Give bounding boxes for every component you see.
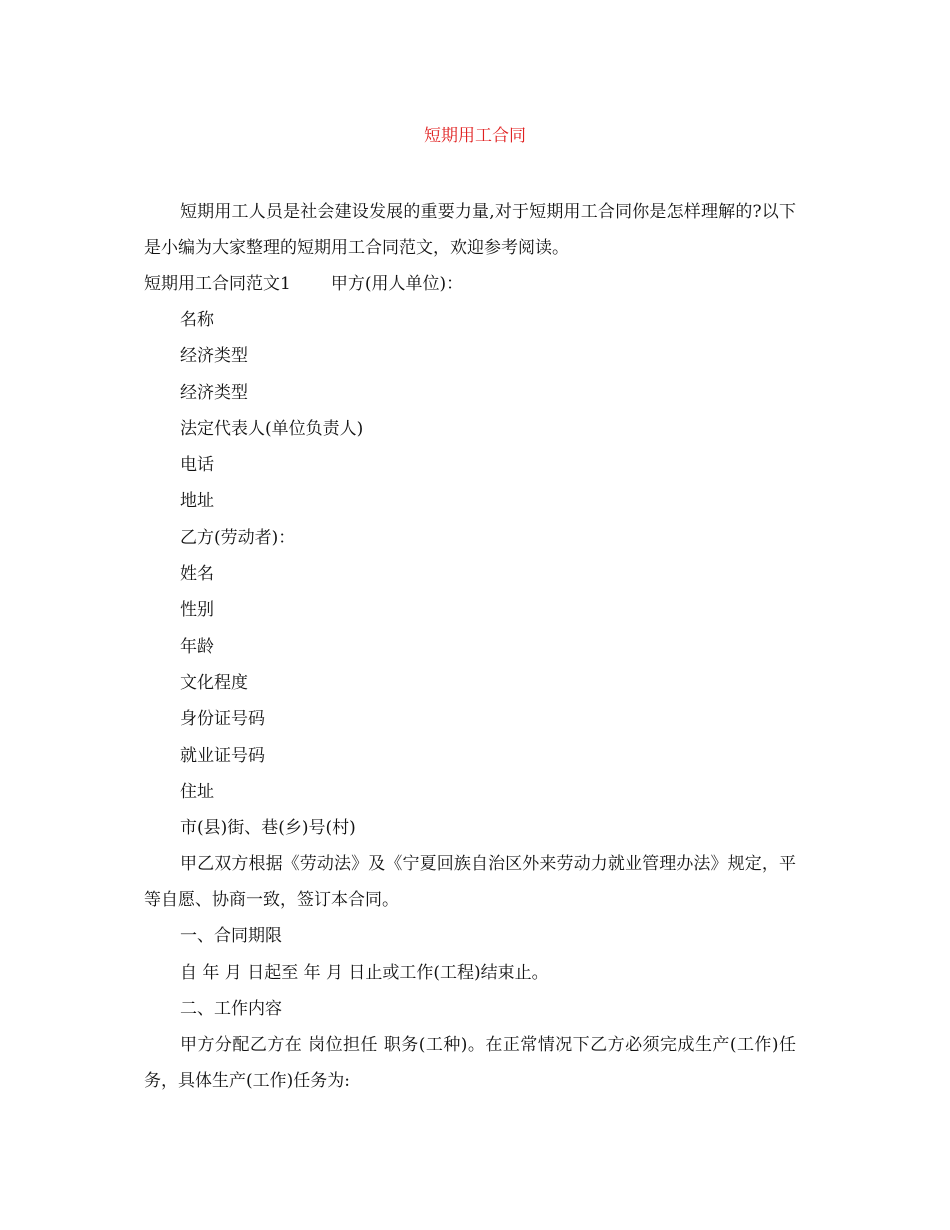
party-a-field: 电话 (180, 455, 214, 476)
section-2-body: 甲方分配乙方在 岗位担任 职务(工种)。在正常情况下乙方必须完成生产(工作)任务，具体生产(工作)任务为: (144, 1035, 796, 1092)
legal-basis-paragraph: 甲乙双方根据《劳动法》及《宁夏回族自治区外来劳动力就业管理办法》规定，平等自愿、协商一致，签订本合同。 (144, 854, 796, 911)
party-b-field: 文化程度 (180, 672, 248, 693)
sample-heading: 短期用工合同范文1 (144, 274, 291, 294)
party-b-field: 身份证号码 (180, 709, 265, 730)
section-2-title: 二、工作内容 (180, 999, 282, 1020)
intro-paragraph: 短期用工人员是社会建设发展的重要力量,对于短期用工合同你是怎样理解的?以下是小编为大家整理的短期用工合同范文，欢迎参考阅读。 (144, 202, 796, 258)
party-a-label: 甲方(用人单位)： (330, 274, 464, 294)
party-b-field: 市(县)街、巷(乡)号(村) (180, 818, 356, 839)
party-b-field: 性别 (180, 600, 214, 621)
party-a-field: 经济类型 (180, 346, 248, 367)
document-title: 短期用工合同 (424, 126, 526, 146)
party-a-field: 法定代表人(单位负责人) (180, 418, 364, 439)
party-b-field: 住址 (180, 781, 214, 802)
party-b-field: 就业证号码 (180, 745, 265, 766)
party-b-field: 年龄 (180, 636, 214, 657)
section-1-body: 自 年 月 日起至 年 月 日止或工作(工程)结束止。 (180, 962, 549, 983)
party-a-field: 名称 (180, 310, 214, 330)
sample-heading-line (144, 266, 796, 302)
party-a-field: 地址 (180, 491, 214, 512)
party-a-field: 经济类型 (180, 382, 248, 403)
document-body (144, 194, 796, 1099)
party-b-field: 姓名 (180, 564, 214, 585)
section-1-title: 一、合同期限 (180, 926, 282, 947)
party-b-label: 乙方(劳动者)： (180, 527, 296, 548)
